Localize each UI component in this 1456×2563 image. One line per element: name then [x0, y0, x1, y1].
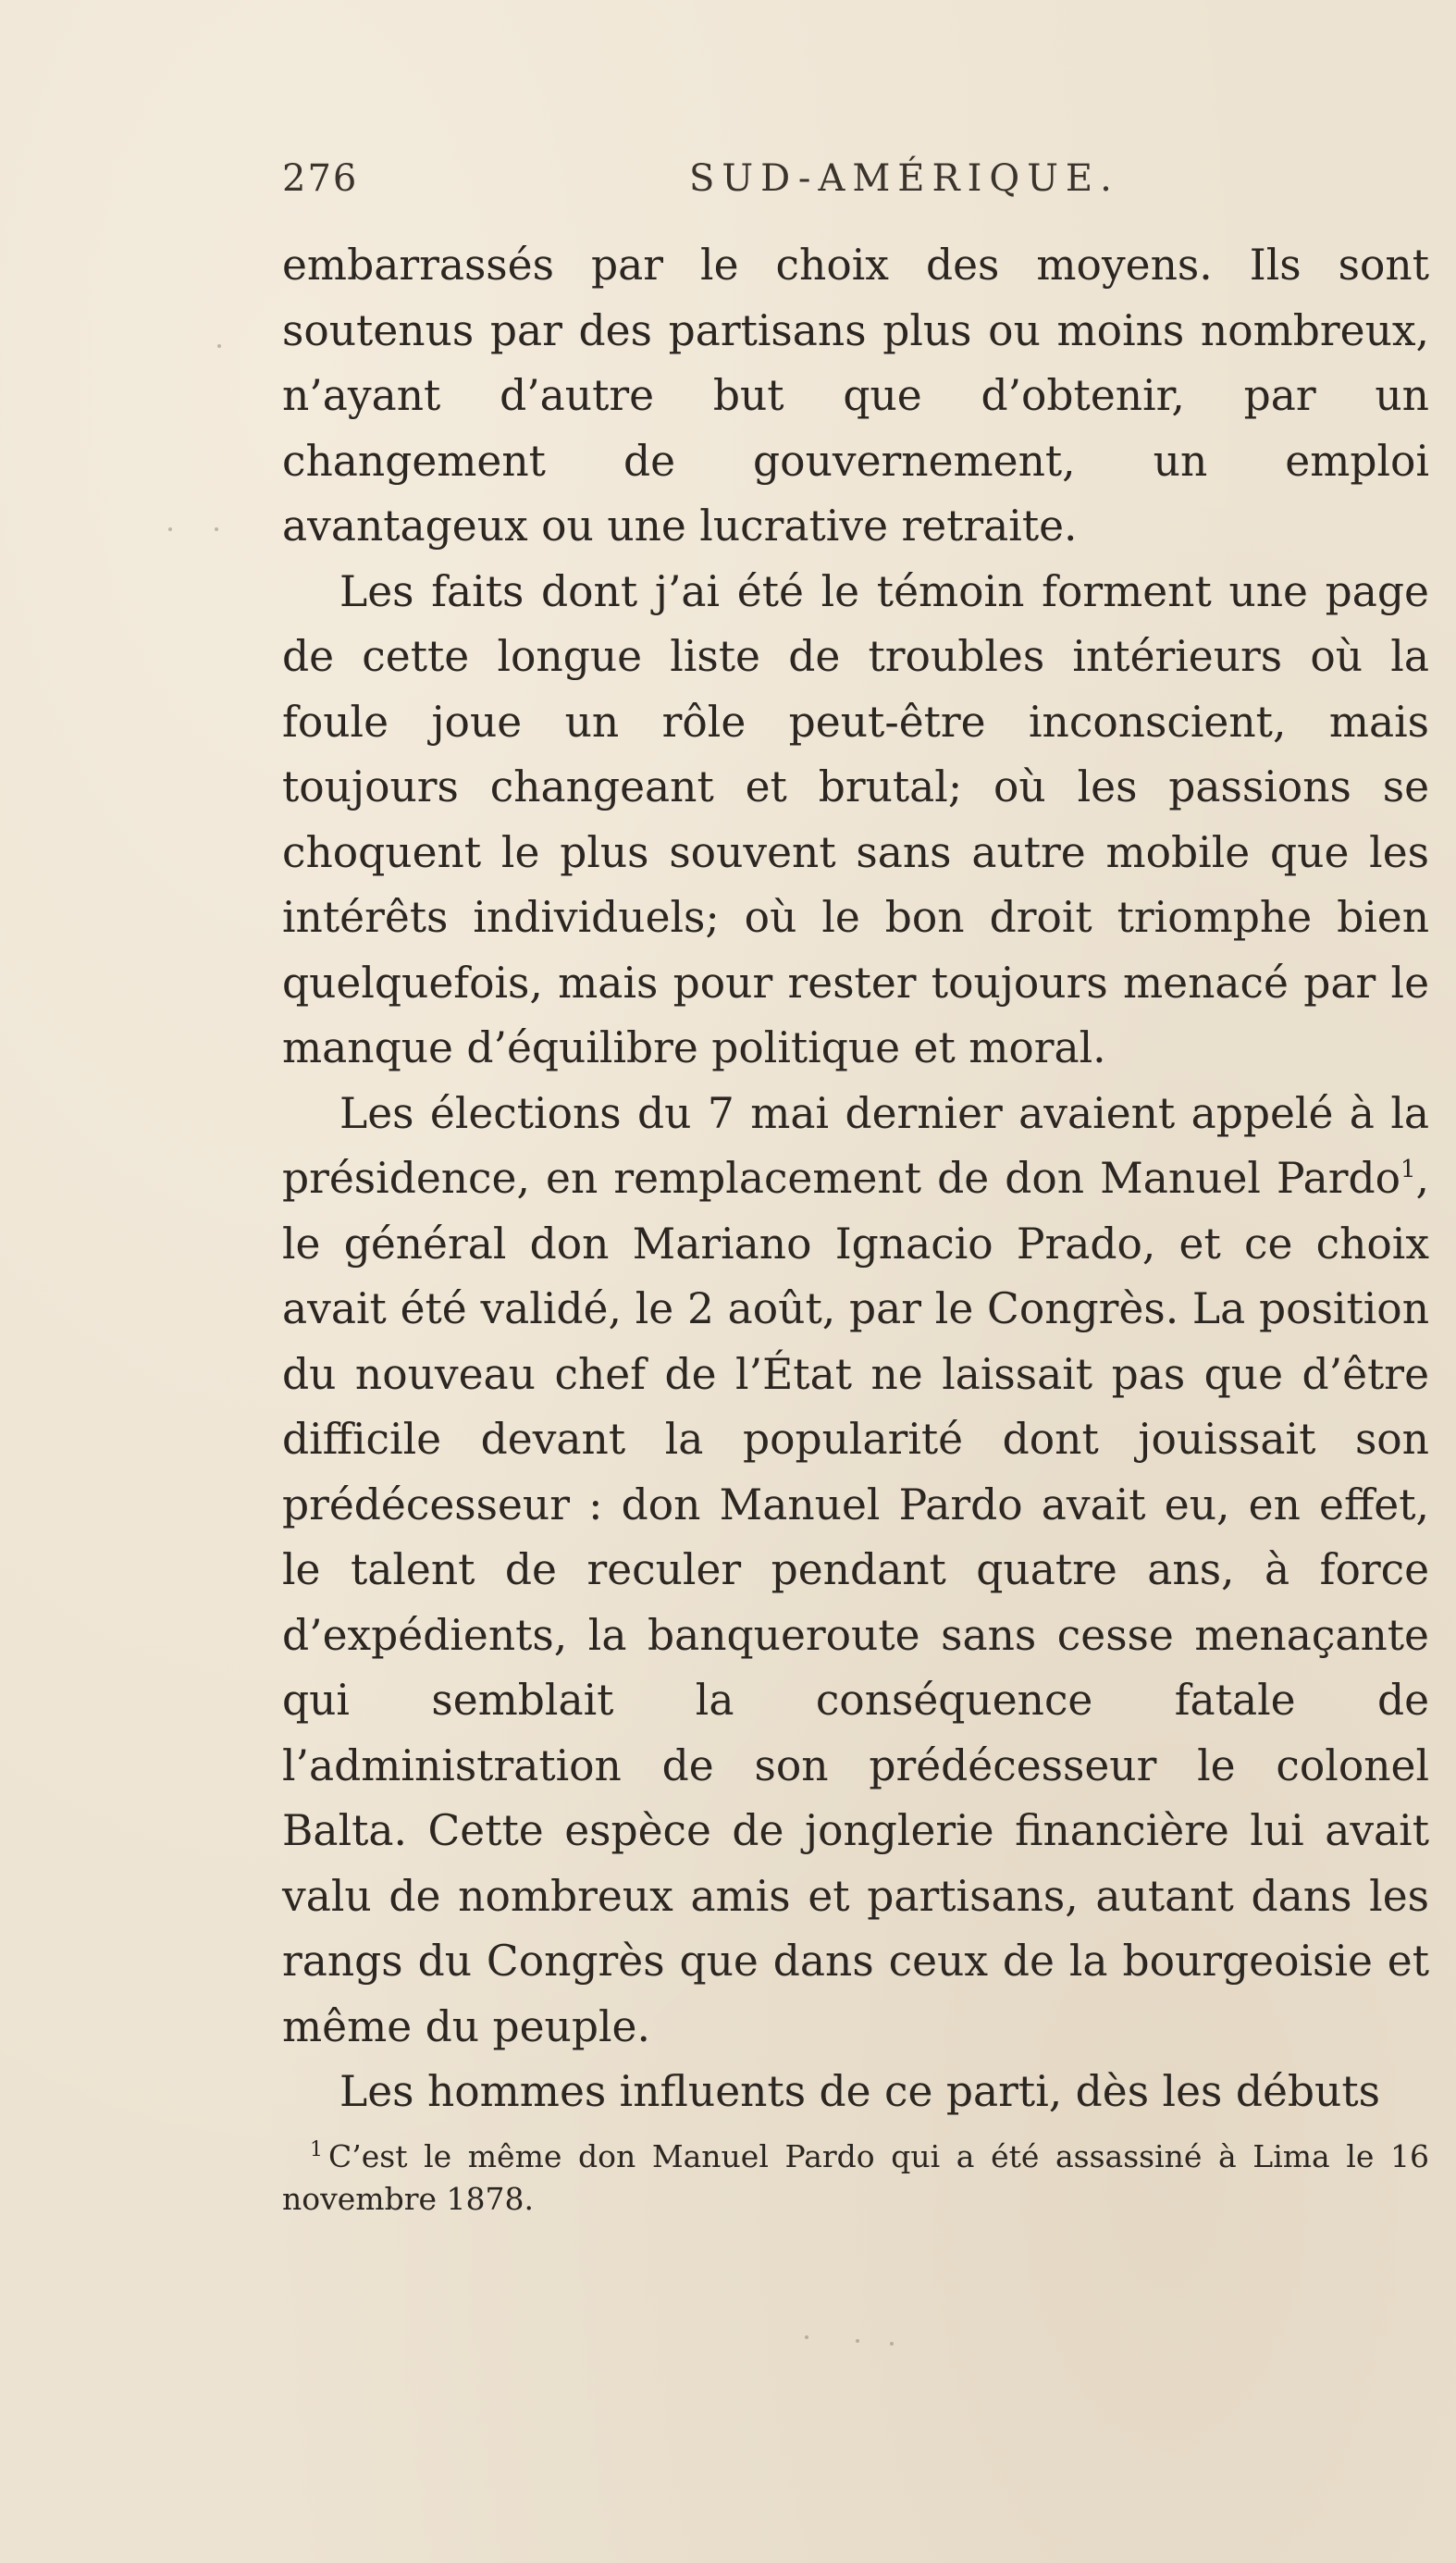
paper-speck [168, 527, 172, 531]
footnote-mark: 1 [310, 2138, 323, 2161]
body-text [282, 233, 1429, 2125]
footnote-reference[interactable]: 1 [1400, 1156, 1416, 1183]
footnotes [282, 2136, 1429, 2221]
paper-speck [215, 527, 218, 531]
paper-speck [856, 2339, 859, 2343]
paragraph [282, 1082, 1429, 2061]
paper-speck [217, 344, 221, 348]
running-title: SUD-AMÉRIQUE. [689, 157, 1119, 200]
paragraph-text: Les élections du 7 mai dernier avaient appelé à la présidence, en remplacement de don Manuel Pardo [282, 1088, 1429, 1203]
footnote [282, 2136, 1429, 2221]
paragraph-continued: embarrassés par le choix des moyens. Ils sont soutenus par des partisans plus ou moins nombreux, n’ayant d’autre but que d’obtenir, par un changement de gouvernement, un emploi avantageux ou une lucrative retraite. [282, 241, 1429, 551]
footnote-text: C’est le même don Manuel Pardo qui a été assassiné à Lima le 16 novembre 1878. [282, 2138, 1429, 2217]
running-head [282, 157, 1429, 213]
paragraph-text: , le général don Mariano Ignacio Prado, et ce choix avait été validé, le 2 août, par le Congrès. La position du nouveau chef de l’État ne laissait pas que d’être difficile devant la popularité dont jouissait son prédécesseur : don Manuel Pardo avait eu, en effet, le talent de reculer pendant quatre ans, à force d’expédients, la banqueroute sans cesse menaçante qui semblait la conséquence fatale de l’administration de son prédécesseur le colonel Balta. Cette espèce de jonglerie financière lui avait valu de nombreux amis et partisans, autant dans les rangs du Congrès que dans ceux de la bourgeoisie et même du peuple. [282, 1154, 1429, 2051]
page-number: 276 [282, 157, 359, 200]
paper-speck [890, 2342, 894, 2346]
paragraph: Les faits dont j’ai été le témoin forment une page de cette longue liste de troubles intérieurs où la foule joue un rôle peut-être inconscient, mais toujours changeant et brutal; où les passions se choquent le plus souvent sans autre mobile que les intérêts individuels; où le bon droit triomphe bien quelquefois, mais pour rester toujours menacé par le manque d’équilibre politique et moral. [282, 566, 1429, 1072]
paragraph: Les hommes influents de ce parti, dès les débuts [339, 2067, 1380, 2116]
paper-speck [805, 2335, 808, 2339]
